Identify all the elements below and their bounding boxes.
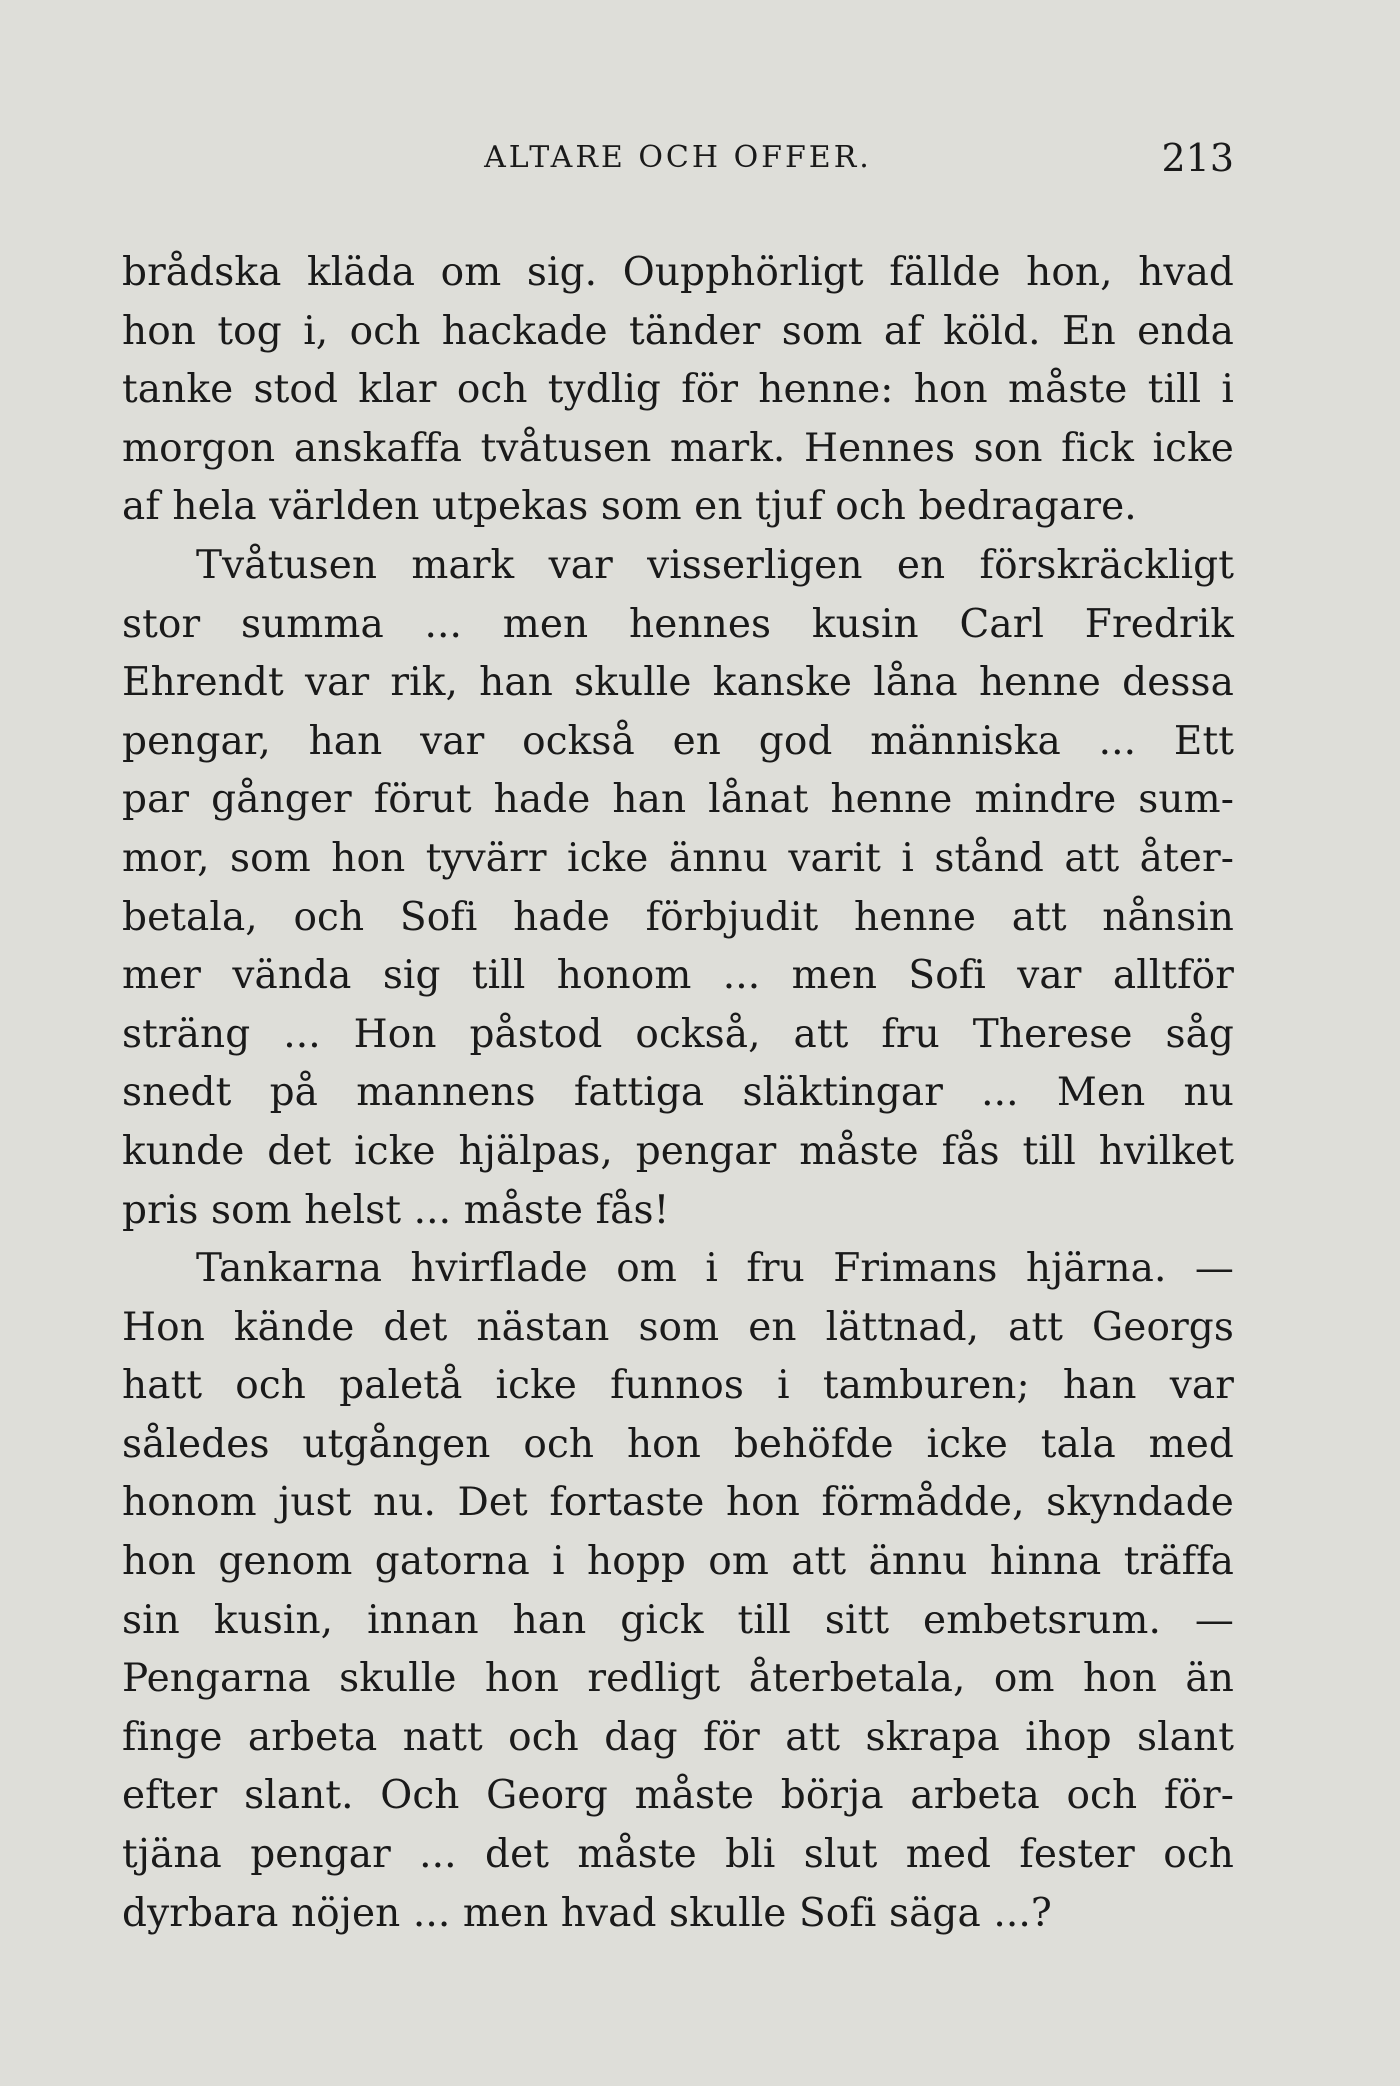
text-line: Ehrendt var rik, han skulle kanske låna henne dessa [122, 660, 1234, 706]
text-line: Tankarna hvirflade om i fru Frimans hjärna. — [196, 1246, 1234, 1292]
text-line: sin kusin, innan han gick till sitt embetsrum. — [122, 1597, 1234, 1643]
text-line: Tvåtusen mark var visserligen en förskräckligt [196, 542, 1234, 588]
text-line: tjäna pengar ... det måste bli slut med fester och [122, 1832, 1234, 1878]
text-line: mer vända sig till honom ... men Sofi var alltför [122, 953, 1234, 999]
text-line: mor, som hon tyvärr icke ännu varit i stånd att åter- [122, 835, 1234, 881]
text-line: pris som helst ... måste fås! [122, 1187, 670, 1233]
text-line: brådska kläda om sig. Oupphörligt fällde hon, hvad [122, 250, 1234, 295]
text-line: efter slant. Och Georg måste börja arbeta och för- [122, 1773, 1234, 1819]
text-line: kunde det icke hjälpas, pengar måste fås till hvilket [122, 1128, 1234, 1174]
text-line: hon tog i, och hackade tänder som af köld. En enda [122, 308, 1234, 354]
text-line: Hon kände det nästan som en lättnad, att Georgs [122, 1304, 1234, 1350]
text-line: pengar, han var också en god människa ... Ett [122, 718, 1234, 764]
running-head [122, 136, 1234, 180]
running-title: ALTARE OCH OFFER. [484, 140, 872, 175]
text-line: honom just nu. Det fortaste hon förmådde, skyndade [122, 1480, 1234, 1526]
text-line: dyrbara nöjen ... men hvad skulle Sofi säga ...? [122, 1890, 1052, 1936]
text-line: finge arbeta natt och dag för att skrapa ihop slant [122, 1714, 1234, 1760]
text-line: af hela världen utpekas som en tjuf och bedragare. [122, 484, 1137, 530]
text-line: morgon anskaffa tvåtusen mark. Hennes son fick icke [122, 425, 1234, 471]
text-line: stor summa ... men hennes kusin Carl Fredrik [122, 601, 1234, 647]
text-line: betala, och Sofi hade förbjudit henne att nånsin [122, 894, 1234, 940]
body-text [122, 244, 1234, 1943]
text-line: tanke stod klar och tydlig för henne: hon måste till i [122, 367, 1234, 413]
text-line: hatt och paletå icke funnos i tamburen; han var [122, 1363, 1234, 1409]
text-line: Pengarna skulle hon redligt återbetala, om hon än [122, 1656, 1234, 1702]
text-line: par gånger förut hade han lånat henne mindre sum- [122, 777, 1234, 823]
page-number: 213 [1161, 136, 1234, 180]
text-line: sträng ... Hon påstod också, att fru Therese såg [122, 1011, 1234, 1057]
text-line: snedt på mannens fattiga släktingar ... Men nu [122, 1070, 1234, 1116]
text-line: således utgången och hon behöfde icke tala med [122, 1421, 1234, 1467]
text-line: hon genom gatorna i hopp om att ännu hinna träffa [122, 1539, 1234, 1585]
